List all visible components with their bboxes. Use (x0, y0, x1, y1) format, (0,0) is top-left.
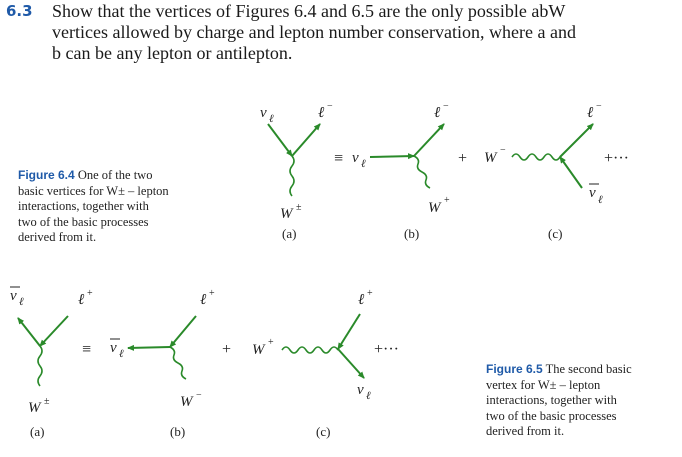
label-ell-sub: ℓ (361, 158, 366, 170)
label-minus: − (443, 101, 449, 112)
plus-sign: + (222, 341, 232, 358)
label-nu: ν (352, 150, 359, 166)
problem-number: 6.3 (6, 2, 33, 20)
ellipsis: +··· (374, 341, 400, 358)
figure-6-4-diagram-b (352, 101, 450, 241)
label-minus: − (327, 101, 333, 112)
label-plus: + (268, 337, 274, 348)
label-nu-bar: ν (110, 340, 117, 356)
panel-label-a: (a) (282, 226, 297, 241)
figure-6-5-diagram-a (10, 287, 93, 439)
panel-label-b: (b) (170, 424, 186, 439)
equiv-sign: ≡ (82, 341, 92, 358)
label-W: W (252, 342, 265, 358)
label-nu: ν (260, 105, 267, 121)
figure-6-5-label: Figure 6.5 (486, 362, 543, 376)
label-ell: ℓ (358, 292, 365, 308)
label-plus: + (444, 195, 450, 206)
panel-label-b: (b) (404, 226, 420, 241)
label-ell-sub: ℓ (269, 113, 274, 125)
label-ell-sub: ℓ (19, 296, 24, 308)
problem-line: Show that the vertices of Figures 6.4 and 6.5 are the only possible abW (52, 1, 566, 21)
equiv-sign: ≡ (334, 150, 344, 167)
problem-line: b can be any lepton or antilepton. (52, 43, 293, 63)
ellipsis: +··· (604, 150, 630, 167)
caption-line: derived from it. (486, 424, 565, 438)
label-pm: ± (296, 202, 302, 213)
label-ell-sub: ℓ (366, 390, 371, 402)
label-nu-bar: ν (10, 288, 17, 304)
label-W: W (484, 150, 497, 166)
label-plus: + (367, 288, 373, 299)
figure-6-4-label: Figure 6.4 (18, 168, 75, 182)
figure-6-4-diagram-a (260, 101, 333, 241)
label-ell: ℓ (200, 292, 207, 308)
panel-label-c: (c) (316, 424, 331, 439)
label-ell: ℓ (587, 105, 594, 121)
label-ell: ℓ (78, 292, 85, 308)
caption-line: two of the basic processes (18, 214, 149, 229)
caption-line: two of the basic processes (486, 408, 617, 423)
caption-line: One of the two (77, 168, 153, 182)
caption-line: interactions, together with (486, 393, 617, 407)
label-W: W (180, 394, 193, 410)
label-nu-bar: ν (589, 185, 596, 201)
problem-line: vertices allowed by charge and lepton number conservation, where a and (52, 22, 576, 42)
label-nu: ν (357, 382, 364, 398)
plus-sign: + (458, 150, 468, 167)
label-minus: − (196, 390, 202, 401)
caption-line: vertex for W± – lepton (486, 377, 601, 392)
label-ell: ℓ (318, 105, 325, 121)
caption-line: basic vertices for W± – lepton (18, 183, 169, 198)
label-W: W (428, 200, 441, 216)
caption-line: interactions, together with (18, 199, 149, 213)
panel-label-a: (a) (30, 424, 45, 439)
figure-6-4-diagram-c (484, 101, 629, 241)
label-minus: − (500, 145, 506, 156)
label-ell: ℓ (434, 105, 441, 121)
figure-6-5-diagram-c (252, 288, 399, 439)
label-plus: + (209, 288, 215, 299)
panel-label-c: (c) (548, 226, 563, 241)
label-ell-sub: ℓ (598, 194, 603, 206)
label-minus: − (596, 101, 602, 112)
label-pm: ± (44, 396, 50, 407)
figure-6-5-diagram-b (110, 288, 215, 439)
label-W: W (280, 206, 293, 222)
label-ell-sub: ℓ (119, 348, 124, 360)
label-W: W (28, 400, 41, 416)
caption-line: The second basic (545, 362, 632, 376)
label-plus: + (87, 288, 93, 299)
caption-line: derived from it. (18, 230, 97, 244)
